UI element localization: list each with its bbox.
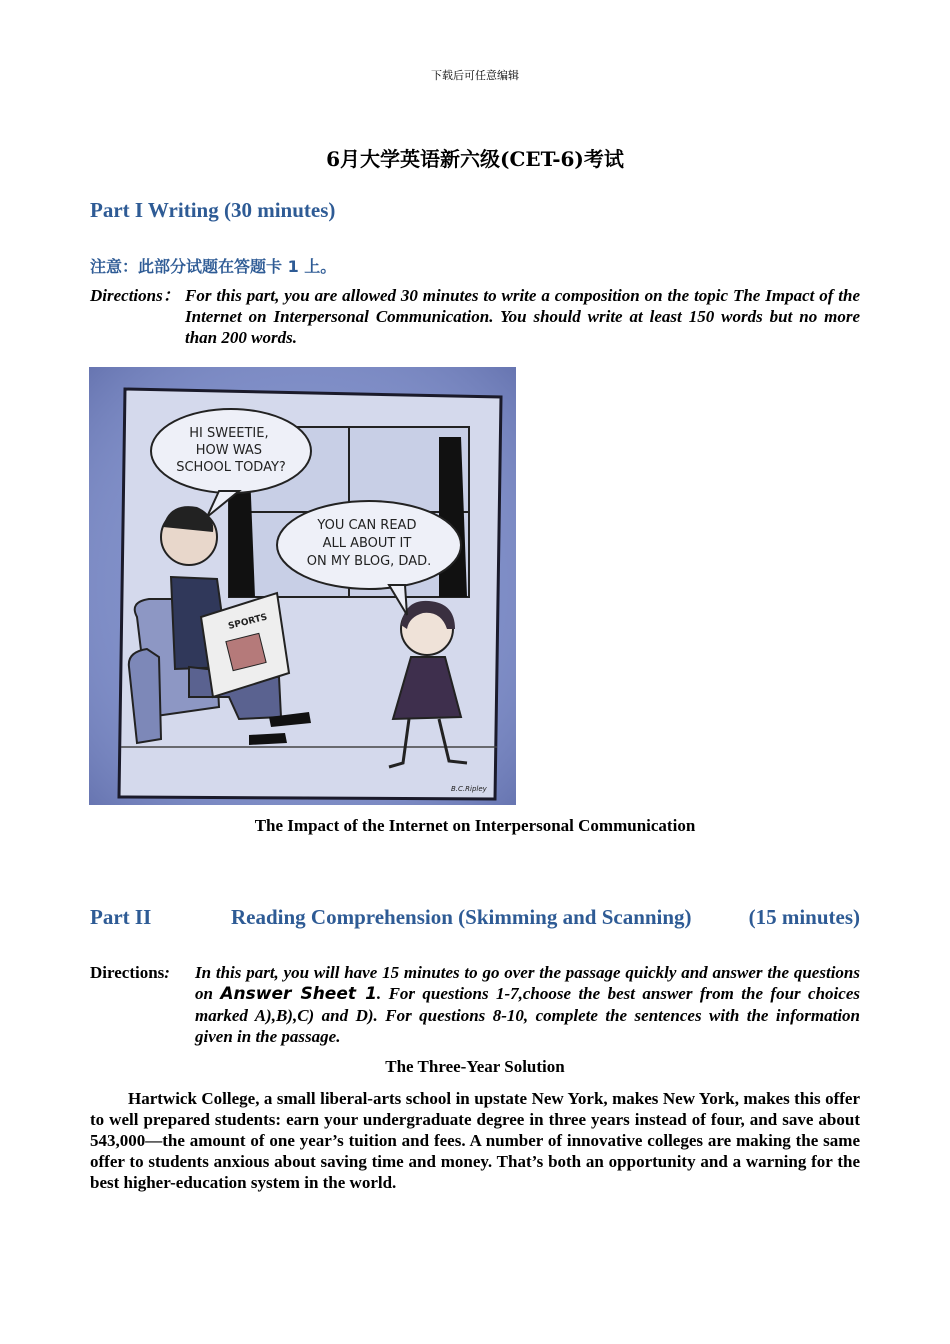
part1-note: 注意：此部分试题在答题卡 1 上。 xyxy=(90,257,337,276)
part2-directions xyxy=(90,962,860,1050)
directions-topic: The Impact of the Internet on Interpersonal Communication xyxy=(185,286,860,326)
cartoon-caption: The Impact of the Internet on Interpersonal Communication xyxy=(254,816,696,835)
bubble-girl-text xyxy=(307,518,431,569)
directions-text-a: For this part, you are allowed 30 minutes to write a composition on the topic xyxy=(185,286,733,305)
part2-directions-colon: : xyxy=(164,963,170,982)
directions-body xyxy=(185,285,860,348)
answer-sheet-ref: Answer Sheet 1 xyxy=(220,984,377,1004)
bubble-girl-line3: ON MY BLOG, DAD. xyxy=(306,554,432,569)
passage-title: The Three-Year Solution xyxy=(385,1057,565,1076)
part2-directions-word: Directions xyxy=(90,963,165,982)
part2-directions-label xyxy=(90,962,170,983)
exam-title: 6月大学英语新六级(CET-6)考试 xyxy=(326,147,624,171)
bubble-dad-line3: SCHOOL TODAY? xyxy=(176,460,286,475)
bubble-dad-line1: HI SWEETIE, xyxy=(189,426,269,441)
bubble-girl-line2: ALL ABOUT IT xyxy=(322,536,412,551)
part2-directions-text-b: . For questions 1-7,choose the best answer from the four choices marked A),B),C) and D). For questions 8-10, complete the sentences with the information given in the passage. xyxy=(195,984,860,1046)
part2-label: Part II xyxy=(90,905,152,929)
part2-section: Reading Comprehension (Skimming and Scanning) xyxy=(231,905,692,929)
part1-directions xyxy=(90,285,860,351)
part2-time: (15 minutes) xyxy=(748,905,860,929)
part2-directions-body xyxy=(195,962,860,1047)
part1-heading: Part I Writing (30 minutes) xyxy=(90,198,336,222)
cartoon-image xyxy=(89,367,516,805)
part2-directions-text-a: In this part, you will have 15 minutes to go over the passage quickly and answer the questions on xyxy=(195,963,860,1003)
directions-label: Directions： xyxy=(90,286,180,305)
bubble-dad-line2: HOW WAS xyxy=(195,443,263,458)
artist-signature: B.C.Ripley xyxy=(451,785,487,793)
newspaper-title: SPORTS xyxy=(227,612,269,632)
header-note: 下载后可任意编辑 xyxy=(431,69,519,82)
part2-heading xyxy=(90,905,860,933)
bubble-girl-line1: YOU CAN READ xyxy=(317,518,417,533)
directions-text-b: . You should write at least 150 words but no more than 200 words. xyxy=(185,307,861,347)
passage-paragraph: Hartwick College, a small liberal-arts school in upstate New York, makes New York, makes this offer to well prepared students: earn your undergraduate degree in three years instead of four, and save about 543,000—the amount of one year’s tuition and fees. A number of innovative colleges are making the same offer to students anxious about saving time and money. That’s both an opportunity and a warning for the best higher-education system in the world. xyxy=(90,1089,860,1192)
